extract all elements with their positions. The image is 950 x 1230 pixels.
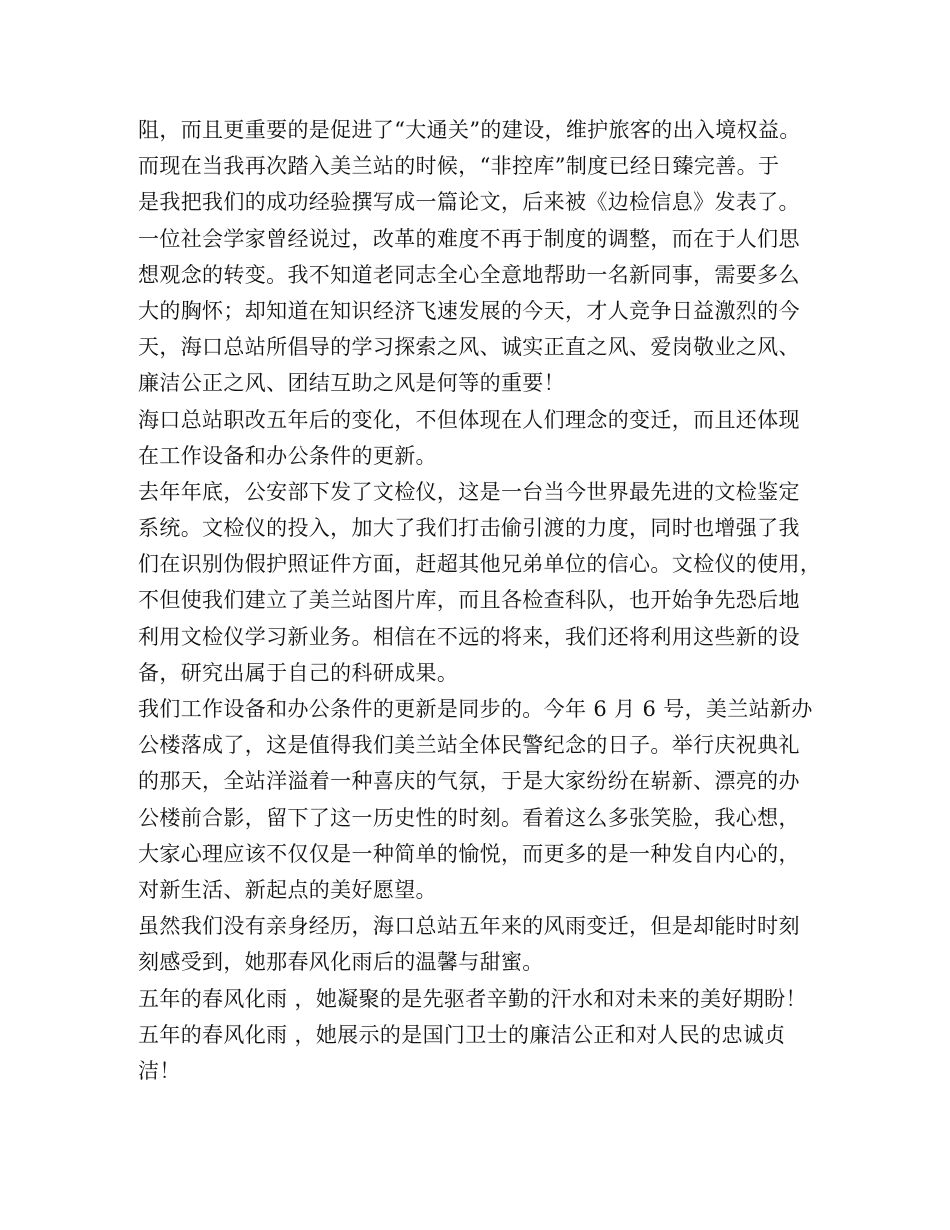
- text-line: 而现在当我再次踏入美兰站的时候，“非控库”制度已经日臻完善。于: [138, 154, 780, 179]
- text-line: 大家心理应该不仅仅是一种简单的愉悦，而更多的是一种发自内心的，: [138, 841, 800, 866]
- text-line: 我们工作设备和办公条件的更新是同步的。今年 6 月 6 号，美兰站新办: [138, 697, 813, 721]
- text-line: 一位社会学家曾经说过，改革的难度不再于制度的调整，而在于人们思: [138, 226, 800, 251]
- text-line: 对新生活、新起点的美好愿望。: [138, 877, 437, 902]
- body-text: [138, 112, 838, 1089]
- text-line: 海口总站职改五年后的变化，不但体现在人们理念的变迁，而且还体现: [138, 407, 800, 432]
- text-line: 五年的春风化雨 ，她展示的是国门卫士的廉洁公正和对人民的忠诚贞: [138, 1022, 786, 1047]
- text-line: 们在识别伪假护照证件方面，赶超其他兄弟单位的信心。文检仪的使用，: [138, 552, 822, 577]
- text-line: 是我把我们的成功经验撰写成一篇论文，后来被《边检信息》发表了。: [138, 190, 800, 215]
- text-line: 天，海口总站所倡导的学习探索之风、诚实正直之风、爱岗敬业之风、: [138, 335, 800, 360]
- text-line: 虽然我们没有亲身经历，海口总站五年来的风雨变迁，但是却能时时刻: [138, 914, 800, 939]
- text-line: 阻，而且更重要的是促进了“大通关”的建设，维护旅客的出入境权益。: [138, 118, 801, 142]
- text-line: 公楼前合影，留下了这一历史性的时刻。看着这么多张笑脸，我心想，: [138, 805, 800, 830]
- text-line: 不但使我们建立了美兰站图片库，而且各检查科队，也开始争先恐后地: [138, 588, 800, 613]
- text-line: 刻感受到，她那春风化雨后的温馨与甜蜜。: [138, 950, 544, 975]
- text-line: 公楼落成了，这是值得我们美兰站全体民警纪念的日子。举行庆祝典礼: [138, 733, 800, 758]
- text-line: 的那天，全站洋溢着一种喜庆的气氛，于是大家纷纷在崭新、漂亮的办: [138, 769, 800, 794]
- text-line: 系统。文检仪的投入，加大了我们打击偷引渡的力度，同时也增强了我: [138, 516, 800, 541]
- text-line: 廉洁公正之风、团结互助之风是何等的重要！: [138, 371, 565, 396]
- text-line: 去年年底，公安部下发了文检仪，这是一台当今世界最先进的文检鉴定: [138, 479, 800, 504]
- text-line: 想观念的转变。我不知道老同志全心全意地帮助一名新同事，需要多么: [138, 262, 800, 287]
- text-line: 洁！: [138, 1058, 181, 1083]
- text-line: 备，研究出属于自己的科研成果。: [138, 660, 459, 685]
- text-line: 利用文检仪学习新业务。相信在不远的将来，我们还将利用这些新的设: [138, 624, 800, 649]
- text-line: 大的胸怀；却知道在知识经济飞速发展的今天，才人竞争日益激烈的今: [138, 298, 800, 323]
- text-line: 五年的春风化雨 ，她凝聚的是先驱者辛勤的汗水和对未来的美好期盼！: [138, 986, 807, 1011]
- text-line: 在工作设备和办公条件的更新。: [138, 443, 437, 468]
